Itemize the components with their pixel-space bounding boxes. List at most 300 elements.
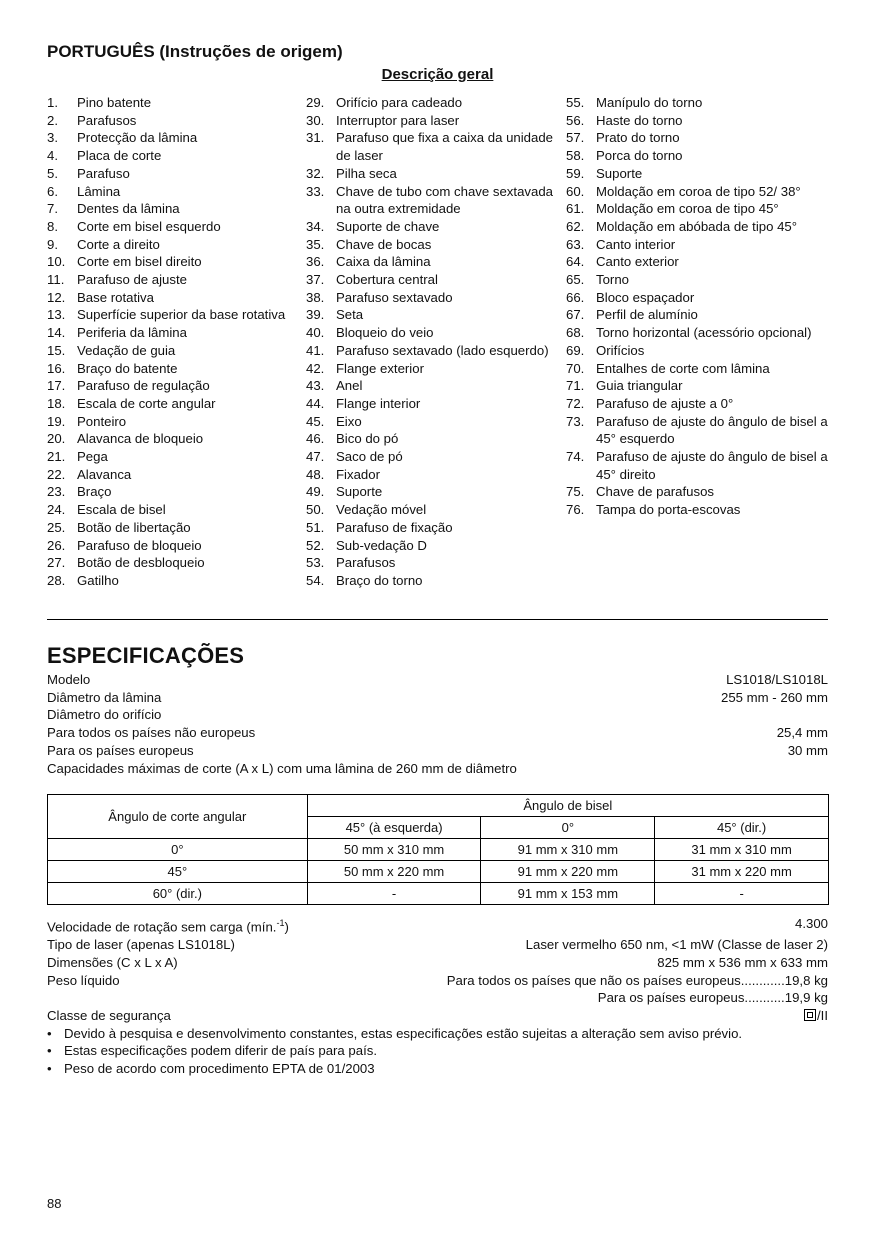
item-number: 56. bbox=[566, 112, 585, 128]
item-number: 9. bbox=[47, 236, 58, 252]
item-label: Braço bbox=[77, 484, 112, 500]
spec-value: 25,4 mm bbox=[776, 725, 828, 741]
item-number: 43. bbox=[306, 378, 325, 394]
item-label: Caixa da lâmina bbox=[336, 254, 431, 270]
item-label: Corte em bisel direito bbox=[77, 254, 202, 270]
item-number: 10. bbox=[47, 254, 66, 270]
item-label: Parafuso de ajuste do ângulo de bisel a 45° esquerdo bbox=[596, 413, 828, 447]
list-item bbox=[566, 271, 828, 289]
list-item bbox=[47, 448, 302, 466]
spec-row-model bbox=[47, 671, 828, 689]
list-item bbox=[566, 413, 828, 448]
item-number: 48. bbox=[306, 466, 325, 482]
list-item bbox=[47, 413, 302, 431]
spec-value bbox=[447, 972, 828, 990]
spec-value: 825 mm x 536 mm x 633 mm bbox=[657, 954, 828, 970]
item-label: Sub-vedação D bbox=[336, 537, 427, 553]
spec-value bbox=[598, 989, 828, 1007]
list-item bbox=[306, 572, 561, 590]
item-number: 58. bbox=[566, 148, 585, 164]
item-number: 12. bbox=[47, 289, 66, 305]
item-number: 45. bbox=[306, 413, 325, 429]
item-label: Orifícios bbox=[596, 342, 645, 358]
item-number: 4. bbox=[47, 148, 58, 164]
item-label: Escala de corte angular bbox=[77, 395, 216, 411]
spec-row-non-european bbox=[47, 724, 828, 742]
item-label: Parafuso de ajuste do ângulo de bisel a 45° direito bbox=[596, 449, 828, 482]
item-label: Pilha seca bbox=[336, 165, 397, 181]
item-number: 25. bbox=[47, 519, 66, 535]
list-item bbox=[47, 537, 302, 555]
item-number: 46. bbox=[306, 431, 325, 447]
spec-value: 4.300 bbox=[794, 916, 828, 931]
table-cell: - bbox=[655, 883, 829, 905]
table-header-bevel: Ângulo de bisel bbox=[307, 795, 828, 817]
item-number: 60. bbox=[566, 183, 585, 199]
spec-label: Para todos os países não europeus bbox=[47, 725, 256, 741]
list-item bbox=[566, 112, 828, 130]
table-cell: 91 mm x 153 mm bbox=[481, 883, 655, 905]
item-number: 54. bbox=[306, 572, 325, 588]
list-item bbox=[566, 306, 828, 324]
item-number: 65. bbox=[566, 272, 585, 288]
spec-label: Diâmetro da lâmina bbox=[47, 689, 162, 705]
table-cell-angle: 60° (dir.) bbox=[48, 883, 308, 905]
table-row bbox=[48, 839, 829, 861]
item-number: 69. bbox=[566, 342, 585, 358]
list-item bbox=[306, 430, 561, 448]
list-item bbox=[47, 289, 302, 307]
item-number: 17. bbox=[47, 378, 66, 394]
section-divider bbox=[47, 619, 828, 620]
list-item bbox=[47, 200, 302, 218]
table-cell: 50 mm x 220 mm bbox=[307, 861, 481, 883]
spec-label: Classe de segurança bbox=[47, 1007, 171, 1023]
item-number: 2. bbox=[47, 112, 58, 128]
parts-column-2 bbox=[306, 94, 561, 590]
item-number: 72. bbox=[566, 395, 585, 411]
list-item bbox=[47, 147, 302, 165]
table-cell: 31 mm x 310 mm bbox=[655, 839, 829, 861]
spec-row-capacities bbox=[47, 760, 828, 778]
list-item bbox=[47, 519, 302, 537]
item-label: Botão de libertação bbox=[77, 519, 191, 535]
item-number: 6. bbox=[47, 183, 58, 199]
spec-row-blade-diameter bbox=[47, 689, 828, 707]
item-label: Escala de bisel bbox=[77, 502, 166, 518]
spec-label: Diâmetro do orifício bbox=[47, 707, 162, 723]
specifications-title: ESPECIFICAÇÕES bbox=[47, 643, 245, 668]
spec-row-hole-diameter bbox=[47, 706, 828, 724]
spec-row-european bbox=[47, 742, 828, 760]
item-number: 35. bbox=[306, 236, 325, 252]
list-item bbox=[47, 112, 302, 130]
list-item bbox=[566, 183, 828, 201]
item-number: 26. bbox=[47, 537, 66, 553]
item-label: Dentes da lâmina bbox=[77, 201, 180, 217]
item-number: 74. bbox=[566, 449, 585, 465]
item-number: 70. bbox=[566, 360, 585, 376]
list-item bbox=[306, 129, 561, 164]
item-number: 23. bbox=[47, 484, 66, 500]
item-label: Haste do torno bbox=[596, 112, 683, 128]
item-label: Superfície superior da base rotativa bbox=[77, 307, 286, 323]
list-item bbox=[47, 165, 302, 183]
table-row bbox=[48, 861, 829, 883]
item-number: 38. bbox=[306, 289, 325, 305]
item-number: 15. bbox=[47, 342, 66, 358]
parts-column-1 bbox=[47, 94, 302, 590]
bullet-glyph: • bbox=[47, 1061, 52, 1077]
list-item bbox=[566, 483, 828, 501]
table-header-bevel-left: 45° (à esquerda) bbox=[307, 817, 481, 839]
item-label: Flange interior bbox=[336, 395, 421, 411]
list-item bbox=[306, 395, 561, 413]
spec-label: Tipo de laser (apenas LS1018L) bbox=[47, 937, 235, 953]
list-item bbox=[566, 289, 828, 307]
item-label: Eixo bbox=[336, 413, 362, 429]
list-item bbox=[306, 554, 561, 572]
item-label: Braço do torno bbox=[336, 572, 423, 588]
item-number: 24. bbox=[47, 502, 66, 518]
item-label: Braço do batente bbox=[77, 360, 178, 376]
spec-value: 30 mm bbox=[787, 742, 828, 758]
item-number: 73. bbox=[566, 413, 585, 429]
item-label: Canto exterior bbox=[596, 254, 679, 270]
list-item bbox=[47, 466, 302, 484]
item-label: Fixador bbox=[336, 466, 380, 482]
weight-eu-label: Para os países europeus bbox=[597, 990, 745, 1006]
spec-label: Peso líquido bbox=[47, 972, 120, 988]
list-item bbox=[306, 448, 561, 466]
list-item bbox=[566, 236, 828, 254]
item-label: Flange exterior bbox=[336, 360, 424, 376]
list-item bbox=[566, 342, 828, 360]
list-item bbox=[47, 271, 302, 289]
spec-label: Para os países europeus bbox=[47, 742, 194, 758]
item-label: Vedação de guia bbox=[77, 342, 176, 358]
item-number: 52. bbox=[306, 537, 325, 553]
list-item bbox=[566, 165, 828, 183]
item-label: Periferia da lâmina bbox=[77, 325, 187, 341]
item-number: 16. bbox=[47, 360, 66, 376]
item-number: 5. bbox=[47, 165, 58, 181]
item-label: Interruptor para laser bbox=[336, 112, 460, 128]
item-label: Alavanca de bloqueio bbox=[77, 431, 204, 447]
note-text: Devido à pesquisa e desenvolvimento constantes, estas especificações estão sujeitas a alteração sem aviso prévio. bbox=[64, 1025, 743, 1041]
item-label: Placa de corte bbox=[77, 148, 162, 164]
item-label: Suporte bbox=[596, 165, 643, 181]
item-number: 28. bbox=[47, 572, 66, 588]
list-item bbox=[306, 501, 561, 519]
list-item bbox=[306, 377, 561, 395]
item-number: 47. bbox=[306, 449, 325, 465]
list-item bbox=[47, 377, 302, 395]
item-number: 1. bbox=[47, 95, 58, 110]
list-item bbox=[47, 554, 302, 572]
list-item bbox=[47, 1025, 828, 1043]
item-label: Chave de tubo com chave sextavada na outra extremidade bbox=[336, 183, 553, 217]
item-label: Bloqueio do veio bbox=[336, 325, 434, 341]
item-number: 11. bbox=[47, 272, 65, 288]
weight-eu-value: 19,9 kg bbox=[784, 990, 828, 1006]
item-number: 19. bbox=[47, 413, 66, 429]
item-number: 68. bbox=[566, 325, 585, 341]
item-number: 39. bbox=[306, 307, 325, 323]
list-item bbox=[47, 129, 302, 147]
list-item bbox=[306, 218, 561, 236]
item-number: 20. bbox=[47, 431, 66, 447]
list-item bbox=[47, 236, 302, 254]
spec-row-weight-eu bbox=[47, 989, 828, 1007]
item-label: Saco de pó bbox=[336, 449, 403, 465]
item-label: Parafuso sextavado bbox=[336, 289, 453, 305]
item-label: Prato do torno bbox=[596, 130, 680, 146]
bullet-glyph: • bbox=[47, 1025, 52, 1041]
table-header-bevel-right: 45° (dir.) bbox=[655, 817, 829, 839]
list-item bbox=[47, 430, 302, 448]
item-label: Moldação em coroa de tipo 45° bbox=[596, 201, 779, 217]
item-label: Parafuso de ajuste a 0° bbox=[596, 395, 734, 411]
list-item bbox=[47, 501, 302, 519]
item-number: 51. bbox=[306, 519, 325, 535]
double-insulation-icon bbox=[804, 1009, 816, 1021]
list-item bbox=[47, 253, 302, 271]
table-cell-angle: 0° bbox=[48, 839, 308, 861]
list-item bbox=[306, 165, 561, 183]
speed-unit-exponent: -1 bbox=[276, 918, 285, 928]
table-cell: 91 mm x 220 mm bbox=[481, 861, 655, 883]
table-row bbox=[48, 883, 829, 905]
item-label: Ponteiro bbox=[77, 413, 127, 429]
item-number: 21. bbox=[47, 449, 66, 465]
item-label: Vedação móvel bbox=[336, 502, 427, 518]
spec-row-weight bbox=[47, 972, 828, 990]
spec-value: Laser vermelho 650 nm, <1 mW (Classe de laser 2) bbox=[525, 937, 828, 953]
item-label: Canto interior bbox=[596, 236, 676, 252]
item-label: Parafuso que fixa a caixa da unidade de laser bbox=[336, 130, 554, 164]
item-label: Botão de desbloqueio bbox=[77, 555, 205, 571]
safety-class-value: /II bbox=[817, 1007, 828, 1023]
spec-label: Dimensões (C x L x A) bbox=[47, 954, 178, 970]
item-label: Bico do pó bbox=[336, 431, 399, 447]
item-label: Chave de bocas bbox=[336, 236, 432, 252]
list-item bbox=[47, 218, 302, 236]
item-label: Chave de parafusos bbox=[596, 484, 715, 500]
item-number: 33. bbox=[306, 183, 325, 199]
list-item bbox=[306, 483, 561, 501]
item-number: 75. bbox=[566, 484, 585, 500]
list-item bbox=[306, 519, 561, 537]
specifications-list bbox=[47, 671, 828, 777]
list-item bbox=[306, 324, 561, 342]
list-item bbox=[306, 289, 561, 307]
item-label: Base rotativa bbox=[77, 289, 154, 305]
item-number: 36. bbox=[306, 254, 325, 270]
table-header-bevel-zero: 0° bbox=[481, 817, 655, 839]
item-number: 7. bbox=[47, 201, 58, 217]
table-cell: - bbox=[307, 883, 481, 905]
cutting-capacity-table bbox=[47, 794, 829, 905]
speed-label-close: ) bbox=[284, 919, 289, 935]
note-text: Peso de acordo com procedimento EPTA de 01/2003 bbox=[64, 1061, 375, 1077]
note-text: Estas especificações podem diferir de país para país. bbox=[64, 1043, 378, 1059]
item-label: Parafuso de fixação bbox=[336, 519, 453, 535]
spec-row-laser bbox=[47, 936, 828, 954]
list-item bbox=[306, 94, 561, 112]
table-cell: 31 mm x 220 mm bbox=[655, 861, 829, 883]
list-item bbox=[47, 360, 302, 378]
item-label: Tampa do porta-escovas bbox=[596, 502, 741, 518]
list-item bbox=[306, 112, 561, 130]
item-label: Corte a direito bbox=[77, 236, 160, 252]
item-number: 42. bbox=[306, 360, 325, 376]
item-number: 67. bbox=[566, 307, 585, 323]
item-label: Orifício para cadeado bbox=[336, 95, 463, 110]
list-item bbox=[47, 395, 302, 413]
table-cell: 91 mm x 310 mm bbox=[481, 839, 655, 861]
item-label: Parafuso bbox=[77, 165, 130, 181]
item-number: 53. bbox=[306, 555, 325, 571]
spec-label bbox=[47, 915, 289, 936]
list-item bbox=[306, 306, 561, 324]
list-item bbox=[566, 395, 828, 413]
item-label: Seta bbox=[336, 307, 364, 323]
item-label: Manípulo do torno bbox=[596, 95, 703, 110]
spec-row-speed bbox=[47, 915, 828, 936]
item-number: 13. bbox=[47, 307, 66, 323]
item-label: Porca do torno bbox=[596, 148, 683, 164]
list-item bbox=[306, 413, 561, 431]
item-number: 40. bbox=[306, 325, 325, 341]
item-number: 14. bbox=[47, 325, 66, 341]
item-number: 18. bbox=[47, 395, 66, 411]
notes-list bbox=[47, 1025, 828, 1078]
list-item bbox=[306, 342, 561, 360]
list-item bbox=[306, 183, 561, 218]
item-number: 37. bbox=[306, 272, 325, 288]
item-number: 59. bbox=[566, 165, 585, 181]
speed-label-text: Velocidade de rotação sem carga (mín. bbox=[47, 919, 277, 935]
item-label: Parafuso de ajuste bbox=[77, 272, 187, 288]
item-label: Cobertura central bbox=[336, 272, 438, 288]
weight-non-eu-value: 19,8 kg bbox=[784, 972, 828, 988]
list-item bbox=[566, 147, 828, 165]
item-number: 62. bbox=[566, 218, 585, 234]
item-number: 49. bbox=[306, 484, 325, 500]
item-number: 22. bbox=[47, 466, 66, 482]
spec-value: 255 mm - 260 mm bbox=[721, 689, 828, 705]
list-item bbox=[47, 183, 302, 201]
spec-label: Modelo bbox=[47, 672, 91, 687]
specifications-list-2 bbox=[47, 915, 828, 1078]
list-item bbox=[47, 342, 302, 360]
list-item bbox=[566, 360, 828, 378]
list-item bbox=[47, 572, 302, 590]
table-header-miter: Ângulo de corte angular bbox=[48, 795, 308, 839]
list-item bbox=[47, 1042, 828, 1060]
item-label: Suporte bbox=[336, 484, 383, 500]
list-item bbox=[566, 501, 828, 519]
item-label: Gatilho bbox=[77, 572, 119, 588]
list-item bbox=[566, 448, 828, 483]
list-item bbox=[306, 360, 561, 378]
item-number: 55. bbox=[566, 95, 585, 110]
spec-value: LS1018/LS1018L bbox=[726, 672, 828, 687]
item-number: 76. bbox=[566, 502, 585, 518]
item-number: 8. bbox=[47, 218, 58, 234]
section-title-general-description: Descrição geral bbox=[381, 66, 494, 83]
table-cell: 50 mm x 310 mm bbox=[307, 839, 481, 861]
list-item bbox=[566, 253, 828, 271]
item-label: Torno bbox=[596, 272, 629, 288]
spec-label: Capacidades máximas de corte (A x L) com uma lâmina de 260 mm de diâmetro bbox=[47, 760, 517, 776]
item-number: 71. bbox=[566, 378, 585, 394]
item-label: Entalhes de corte com lâmina bbox=[596, 360, 770, 376]
language-title: PORTUGUÊS (Instruções de origem) bbox=[47, 42, 343, 61]
item-number: 64. bbox=[566, 254, 585, 270]
item-number: 50. bbox=[306, 502, 325, 518]
item-number: 44. bbox=[306, 395, 325, 411]
item-number: 32. bbox=[306, 165, 325, 181]
list-item bbox=[47, 94, 302, 112]
spec-value bbox=[804, 1007, 828, 1025]
item-label: Corte em bisel esquerdo bbox=[77, 218, 221, 234]
list-item bbox=[306, 236, 561, 254]
item-number: 41. bbox=[306, 342, 325, 358]
item-label: Parafuso sextavado (lado esquerdo) bbox=[336, 342, 549, 358]
item-label: Perfil de alumínio bbox=[596, 307, 698, 323]
list-item bbox=[566, 324, 828, 342]
item-number: 3. bbox=[47, 130, 58, 146]
item-label: Protecção da lâmina bbox=[77, 130, 198, 146]
item-label: Moldação em abóbada de tipo 45° bbox=[596, 218, 798, 234]
item-label: Parafusos bbox=[77, 112, 137, 128]
list-item bbox=[47, 483, 302, 501]
page-number: 88 bbox=[47, 1196, 62, 1211]
spec-row-safety-class bbox=[47, 1007, 828, 1025]
list-item bbox=[306, 537, 561, 555]
item-number: 30. bbox=[306, 112, 325, 128]
list-item bbox=[47, 324, 302, 342]
item-label: Parafuso de bloqueio bbox=[77, 537, 202, 553]
item-label: Bloco espaçador bbox=[596, 289, 695, 305]
list-item bbox=[306, 271, 561, 289]
item-number: 34. bbox=[306, 218, 325, 234]
leader-dots: ............ bbox=[740, 972, 785, 988]
bullet-glyph: • bbox=[47, 1043, 52, 1059]
item-number: 31. bbox=[306, 130, 325, 146]
list-item bbox=[47, 1060, 828, 1078]
item-label: Alavanca bbox=[77, 466, 132, 482]
weight-non-eu-label: Para todos os países que não os países europeus bbox=[446, 972, 741, 988]
list-item bbox=[306, 253, 561, 271]
item-number: 57. bbox=[566, 130, 585, 146]
spec-row-dimensions bbox=[47, 954, 828, 972]
item-number: 27. bbox=[47, 555, 66, 571]
list-item bbox=[306, 466, 561, 484]
item-label: Parafuso de regulação bbox=[77, 378, 210, 394]
list-item bbox=[566, 129, 828, 147]
item-label: Anel bbox=[336, 378, 363, 394]
list-item bbox=[566, 377, 828, 395]
parts-column-3 bbox=[566, 94, 828, 519]
table-cell-angle: 45° bbox=[48, 861, 308, 883]
item-label: Suporte de chave bbox=[336, 218, 440, 234]
item-label: Lâmina bbox=[77, 183, 121, 199]
item-label: Guia triangular bbox=[596, 378, 683, 394]
item-number: 29. bbox=[306, 95, 325, 110]
